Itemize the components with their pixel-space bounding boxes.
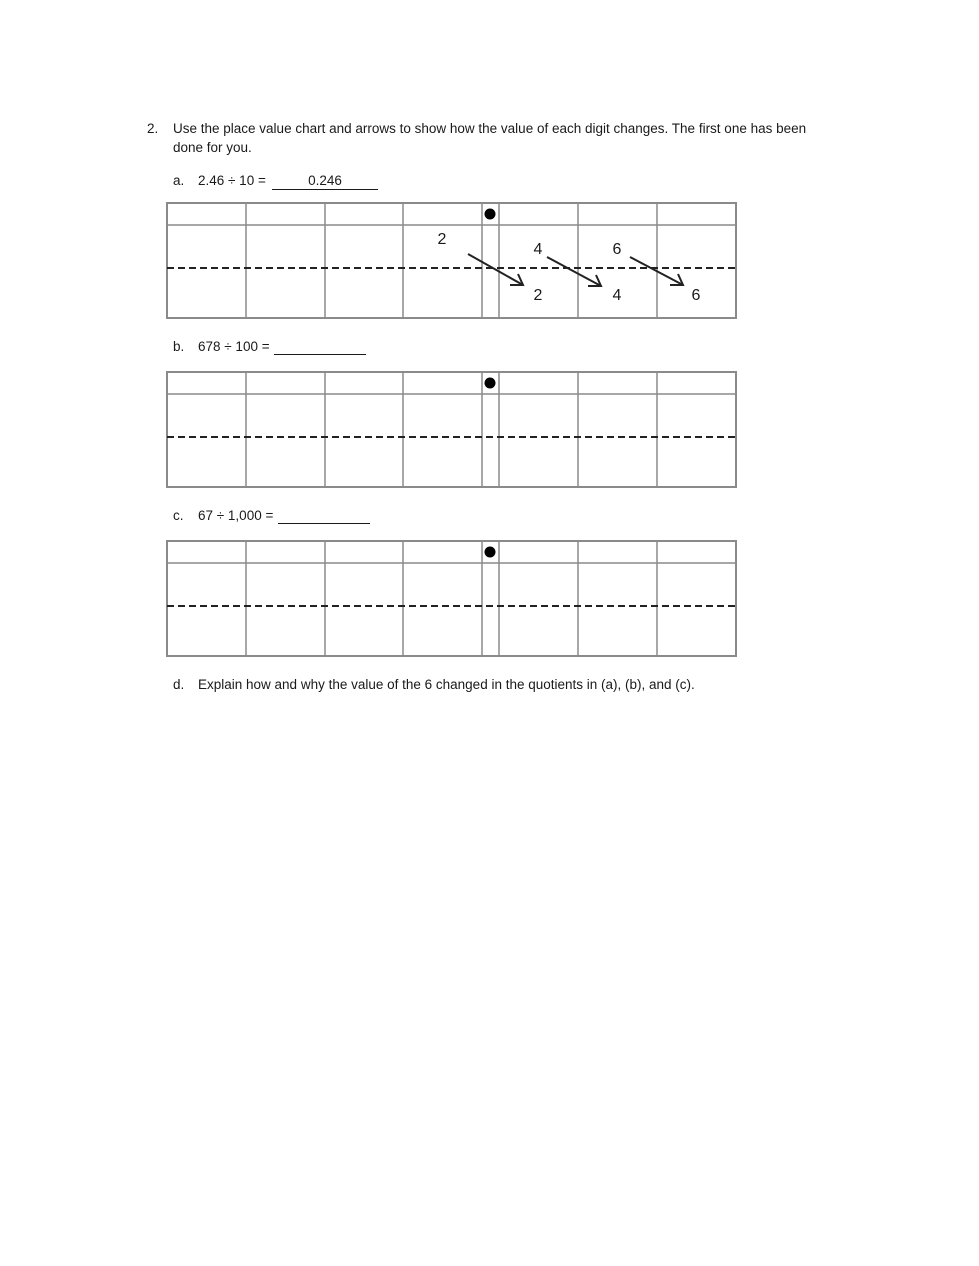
chart-a-top-digit-1: 2 <box>437 231 447 248</box>
part-c-letter: c. <box>173 508 184 523</box>
question-number: 2. <box>147 121 159 136</box>
part-a-letter: a. <box>173 173 185 188</box>
chart-a-bottom-digit-3: 6 <box>691 287 701 304</box>
part-d-letter: d. <box>173 677 185 692</box>
part-a-expression: 2.46 ÷ 10 = <box>198 173 266 188</box>
part-d-prompt: Explain how and why the value of the 6 changed in the quotients in (a), (b), and (c). <box>198 677 695 692</box>
place-value-chart-c <box>164 540 739 660</box>
chart-a-top-digit-2: 4 <box>533 241 543 258</box>
filled-circle-icon <box>485 209 496 220</box>
chart-a-top-digit-3: 6 <box>612 241 622 258</box>
chart-a-bottom-digit-1: 2 <box>533 287 543 304</box>
place-value-chart-b <box>164 371 739 491</box>
chart-c-border <box>167 541 736 656</box>
chart-b-border <box>167 372 736 487</box>
part-b-answer-blank[interactable] <box>274 337 366 355</box>
part-b-expression: 678 ÷ 100 = <box>198 339 270 354</box>
diagonal-arrow-icon <box>468 254 523 285</box>
question-text-line-2: done for you. <box>173 140 252 155</box>
part-c-expression: 67 ÷ 1,000 = <box>198 508 274 523</box>
diagonal-arrow-icon <box>547 257 601 286</box>
filled-circle-icon <box>485 547 496 558</box>
part-b-letter: b. <box>173 339 185 354</box>
chart-a-border <box>167 203 736 318</box>
part-a-answer-blank[interactable]: 0.246 <box>272 172 378 190</box>
place-value-chart-a <box>164 202 739 322</box>
chart-a-bottom-digit-2: 4 <box>612 287 622 304</box>
question-text-line-1: Use the place value chart and arrows to show how the value of each digit changes. The first one has been <box>173 121 807 136</box>
filled-circle-icon <box>485 378 496 389</box>
part-c-answer-blank[interactable] <box>278 506 370 524</box>
